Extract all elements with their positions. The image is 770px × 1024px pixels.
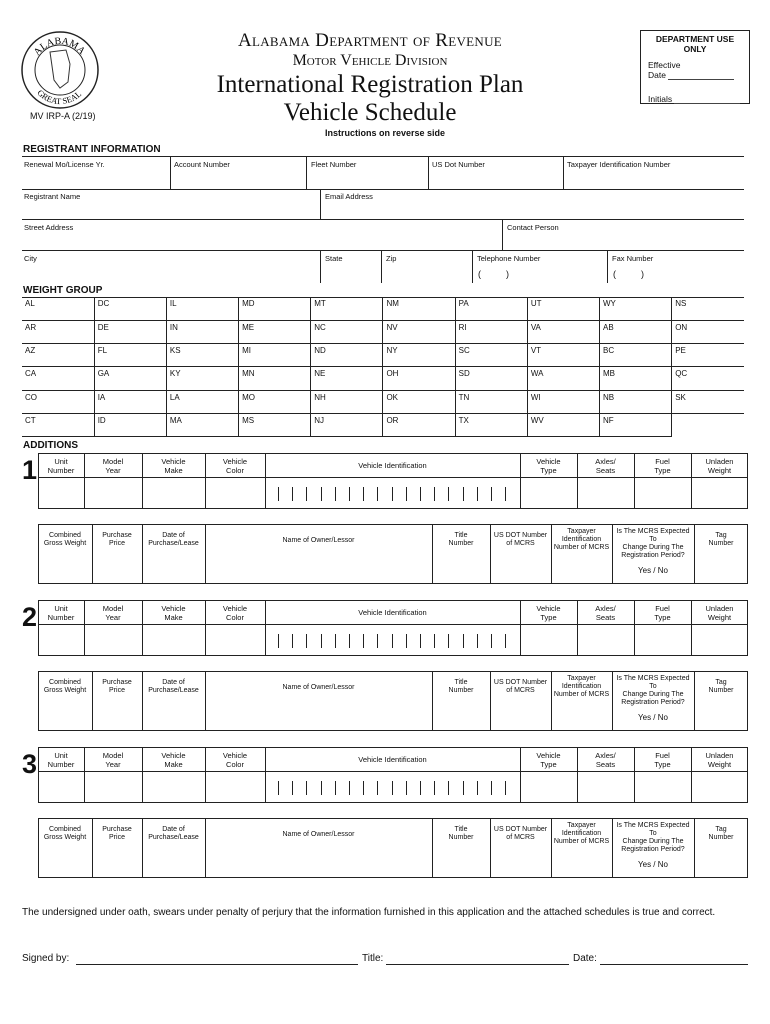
divider xyxy=(205,818,206,878)
weight-group-cell[interactable]: WY xyxy=(600,297,672,320)
vin-digit-divider xyxy=(463,634,464,648)
weight-group-cell[interactable]: MN xyxy=(239,367,311,390)
vin-digit-divider xyxy=(306,487,307,501)
vin-digit-divider xyxy=(363,634,364,648)
date-label-footer: Date: xyxy=(573,953,597,964)
weight-group-cell[interactable]: AL xyxy=(22,297,94,320)
vin-digit-divider xyxy=(477,781,478,795)
divider xyxy=(428,156,429,189)
vin-digit-divider xyxy=(406,634,407,648)
weight-group-row xyxy=(22,367,744,390)
divider xyxy=(22,156,744,157)
weight-group-cell[interactable]: KS xyxy=(166,344,238,367)
weight-group-cell[interactable]: FL xyxy=(94,344,166,367)
street-label: Street Address xyxy=(24,223,74,232)
vehicle-header-cell: Vehicle Type xyxy=(536,751,561,769)
initials-label: Initials xyxy=(648,94,673,104)
vehicle-header-cell: Vehicle Identification xyxy=(358,608,427,617)
vin-digit-divider xyxy=(505,487,506,501)
fax-field[interactable]: ( ) xyxy=(613,269,644,279)
weight-group-cell[interactable]: BC xyxy=(600,344,672,367)
vin-digit-divider xyxy=(292,781,293,795)
weight-group-cell[interactable]: MS xyxy=(239,413,311,436)
vin-digit-divider xyxy=(306,634,307,648)
vehicle-header-cell: Fuel Type xyxy=(654,604,671,622)
divider xyxy=(22,250,744,251)
weight-group-cell[interactable]: ON xyxy=(672,320,744,343)
vehicle-header-cell: Vehicle Color xyxy=(222,751,248,769)
weight-group-heading: WEIGHT GROUP xyxy=(23,285,103,296)
department-use-heading: DEPARTMENT USE ONLY xyxy=(655,34,735,54)
yes-no-option[interactable]: Yes / No xyxy=(638,566,668,575)
weight-group-cell[interactable]: LA xyxy=(166,390,238,413)
vin-digit-divider xyxy=(491,781,492,795)
weight-group-cell[interactable]: CA xyxy=(22,367,94,390)
divider xyxy=(38,771,748,772)
vehicle-header-cell: Model Year xyxy=(102,751,124,769)
vin-digit-divider xyxy=(306,781,307,795)
state-label: State xyxy=(325,254,343,263)
weight-group-cell[interactable]: NM xyxy=(383,297,455,320)
vin-digit-divider xyxy=(335,634,336,648)
divider xyxy=(563,156,564,189)
vehicle-header-cell: Fuel Type xyxy=(654,457,671,475)
vin-digit-divider xyxy=(392,634,393,648)
date-label: Date xyxy=(648,70,666,80)
vehicle-header-cell: Tag Number xyxy=(708,532,734,547)
vin-digit-divider xyxy=(448,781,449,795)
vehicle-header-cell: Unladen Weight xyxy=(705,604,734,622)
vin-digit-divider xyxy=(349,634,350,648)
weight-group-cell[interactable]: WA xyxy=(527,367,599,390)
weight-group-cell[interactable]: MI xyxy=(239,344,311,367)
weight-group-cell[interactable]: MA xyxy=(166,413,238,436)
vin-digit-divider xyxy=(477,487,478,501)
vin-digit-divider xyxy=(505,634,506,648)
title-label: Title: xyxy=(362,953,384,964)
vehicle-header-cell: Is The MCRS Expected To Change During The Registration Period? xyxy=(616,675,690,706)
vehicle-number: 3 xyxy=(22,749,38,779)
vin-digit-divider xyxy=(278,781,279,795)
weight-group-cell[interactable]: MO xyxy=(239,390,311,413)
vehicle-header-cell: Vehicle Type xyxy=(536,457,561,475)
account-label: Account Number xyxy=(174,160,230,169)
seal-bottom-text: GREAT SEAL xyxy=(35,87,84,107)
vehicle-header-cell: Name of Owner/Lessor xyxy=(282,684,355,691)
vin-digit-divider xyxy=(392,487,393,501)
initials-field[interactable] xyxy=(674,95,740,104)
department-use-box xyxy=(640,30,750,104)
vin-digit-divider xyxy=(292,634,293,648)
vehicle-header-cell: Vehicle Identification xyxy=(358,755,427,764)
vehicle-number: 1 xyxy=(22,455,38,485)
vehicle-header-cell: Purchase Price xyxy=(102,679,132,694)
vin-digit-divider xyxy=(363,487,364,501)
vehicle-header-cell: Date of Purchase/Lease xyxy=(148,679,199,694)
vin-digit-divider xyxy=(491,634,492,648)
divider xyxy=(607,250,608,283)
telephone-label: Telephone Number xyxy=(477,254,541,263)
signed-by-label: Signed by: xyxy=(22,953,70,964)
weight-group-cell[interactable]: NH xyxy=(311,390,383,413)
weight-group-row xyxy=(22,320,744,343)
weight-group-cell[interactable]: MB xyxy=(600,367,672,390)
vehicle-header-cell: Axles/ Seats xyxy=(595,604,616,622)
seal-top-text: ALABAMA xyxy=(31,35,88,58)
weight-group-cell[interactable]: WV xyxy=(527,413,599,436)
vehicle-header-cell: Unit Number xyxy=(47,457,75,475)
vehicle-header-cell: Vehicle Make xyxy=(161,604,186,622)
vehicle-header-cell: Unladen Weight xyxy=(705,457,734,475)
alabama-seal xyxy=(20,30,100,110)
weight-group-cell[interactable]: UT xyxy=(527,297,599,320)
fleet-label: Fleet Number xyxy=(311,160,357,169)
vin-digit-divider xyxy=(377,781,378,795)
renewal-label: Renewal Mo/License Yr. xyxy=(24,160,105,169)
weight-group-cell[interactable]: NJ xyxy=(311,413,383,436)
vin-digit-divider xyxy=(448,634,449,648)
weight-group-cell[interactable]: TN xyxy=(455,390,527,413)
weight-group-cell[interactable]: NV xyxy=(383,320,455,343)
weight-group-cell[interactable]: ND xyxy=(311,344,383,367)
weight-group-cell[interactable]: IA xyxy=(94,390,166,413)
weight-group-cell[interactable]: MD xyxy=(239,297,311,320)
weight-group-row xyxy=(22,297,744,320)
weight-group-cell[interactable]: NE xyxy=(311,367,383,390)
vehicle-header-cell: Taxpayer Identification Number of MCRS xyxy=(553,675,610,698)
vehicle-header-cell: Vehicle Color xyxy=(222,457,248,475)
divider xyxy=(205,671,206,731)
weight-group-cell[interactable]: RI xyxy=(455,320,527,343)
divider xyxy=(205,524,206,584)
weight-group-cell[interactable]: DE xyxy=(94,320,166,343)
vehicle-header-cell: Vehicle Make xyxy=(161,751,186,769)
department-title: Alabama Department of Revenue xyxy=(237,30,503,51)
vehicle-header-cell: Combined Gross Weight xyxy=(43,532,87,547)
weight-group-cell[interactable]: ME xyxy=(239,320,311,343)
weight-group-cell[interactable]: PA xyxy=(455,297,527,320)
form-number: MV IRP-A (2/19) xyxy=(30,111,96,121)
vehicle-header-cell: Name of Owner/Lessor xyxy=(282,537,355,544)
vin-digit-divider xyxy=(335,781,336,795)
form-title-line2: Vehicle Schedule xyxy=(283,99,457,126)
vin-digit-divider xyxy=(377,634,378,648)
signed-by-field[interactable] xyxy=(76,964,358,965)
yes-no-option[interactable]: Yes / No xyxy=(638,713,668,722)
vehicle-header-cell: Unit Number xyxy=(47,604,75,622)
vehicle-header-cell: Combined Gross Weight xyxy=(43,679,87,694)
weight-group-row xyxy=(22,413,744,436)
vin-digit-divider xyxy=(448,487,449,501)
usdot-label: US Dot Number xyxy=(432,160,485,169)
weight-group-cell[interactable]: IL xyxy=(166,297,238,320)
weight-group-table xyxy=(22,297,744,437)
fax-label: Fax Number xyxy=(612,254,654,263)
additions-heading: ADDITIONS xyxy=(23,440,78,451)
weight-group-cell[interactable]: AB xyxy=(600,320,672,343)
vin-digit-divider xyxy=(463,487,464,501)
vehicle-number: 2 xyxy=(22,602,38,632)
vin-digit-divider xyxy=(420,781,421,795)
weight-group-cell[interactable]: CT xyxy=(22,413,94,436)
vehicle-header-cell: Name of Owner/Lessor xyxy=(282,831,355,838)
divider xyxy=(22,219,744,220)
vin-digit-divider xyxy=(392,781,393,795)
vehicle-header-cell: Model Year xyxy=(102,604,124,622)
instructions-note: Instructions on reverse side xyxy=(324,128,446,138)
weight-group-cell[interactable]: AR xyxy=(22,320,94,343)
vehicle-header-cell: Vehicle Type xyxy=(536,604,561,622)
vin-digit-divider xyxy=(434,487,435,501)
vehicle-header-cell: Combined Gross Weight xyxy=(43,826,87,841)
weight-group-cell[interactable]: VT xyxy=(527,344,599,367)
vehicle-header-cell: Model Year xyxy=(102,457,124,475)
division-title: Motor Vehicle Division xyxy=(292,52,448,69)
vehicle-header-cell: Taxpayer Identification Number of MCRS xyxy=(553,822,610,845)
vin-digit-divider xyxy=(349,781,350,795)
vehicle-header-cell: Fuel Type xyxy=(654,751,671,769)
vin-digit-divider xyxy=(420,487,421,501)
vehicle-header-cell: Unladen Weight xyxy=(705,751,734,769)
vehicle-header-cell: Title Number xyxy=(448,532,474,547)
weight-group-cell[interactable]: DC xyxy=(94,297,166,320)
vehicle-header-cell: Tag Number xyxy=(708,679,734,694)
telephone-field[interactable]: ( ) xyxy=(478,269,509,279)
vin-digit-divider xyxy=(335,487,336,501)
vehicle-header-cell: Purchase Price xyxy=(102,532,132,547)
taxpayer-label: Taxpayer Identification Number xyxy=(567,160,671,169)
contact-label: Contact Person xyxy=(507,223,559,232)
effective-label: Effective xyxy=(648,60,681,70)
weight-group-cell[interactable]: AZ xyxy=(22,344,94,367)
weight-group-row xyxy=(22,390,744,413)
declaration-text: The undersigned under oath, swears under penalty of perjury that the information furnished in this application and the attached schedules is true and correct. xyxy=(22,907,716,918)
vin-digit-divider xyxy=(278,487,279,501)
vehicle-header-cell: Is The MCRS Expected To Change During The Registration Period? xyxy=(616,528,690,559)
vehicle-header-cell: Title Number xyxy=(448,826,474,841)
vehicle-header-cell: Axles/ Seats xyxy=(595,457,616,475)
weight-group-cell[interactable]: KY xyxy=(166,367,238,390)
weight-group-grid xyxy=(22,297,744,437)
vin-digit-divider xyxy=(321,781,322,795)
vehicle-header-cell: Tag Number xyxy=(708,826,734,841)
weight-group-cell[interactable]: NB xyxy=(600,390,672,413)
weight-group-row xyxy=(22,344,744,367)
vin-digit-divider xyxy=(491,487,492,501)
vin-digit-divider xyxy=(420,634,421,648)
vin-digit-divider xyxy=(406,487,407,501)
weight-group-cell[interactable]: VA xyxy=(527,320,599,343)
divider xyxy=(472,250,473,283)
vehicle-header-cell: Is The MCRS Expected To Change During The Registration Period? xyxy=(616,822,690,853)
weight-group-cell[interactable]: GA xyxy=(94,367,166,390)
title-field[interactable] xyxy=(386,964,569,965)
vin-digit-divider xyxy=(377,487,378,501)
weight-group-cell[interactable]: NC xyxy=(311,320,383,343)
weight-group-cell[interactable] xyxy=(672,413,744,436)
divider xyxy=(502,219,503,250)
vin-digit-divider xyxy=(321,487,322,501)
vehicle-header-cell: Axles/ Seats xyxy=(595,751,616,769)
vin-digit-divider xyxy=(363,781,364,795)
vehicle-header-cell: US DOT Number of MCRS xyxy=(493,679,548,694)
vin-digit-divider xyxy=(278,634,279,648)
yes-no-option[interactable]: Yes / No xyxy=(638,860,668,869)
weight-group-cell[interactable]: CO xyxy=(22,390,94,413)
city-label: City xyxy=(24,254,37,263)
vehicle-header-cell: Purchase Price xyxy=(102,826,132,841)
divider xyxy=(381,250,382,283)
weight-group-cell[interactable]: OK xyxy=(383,390,455,413)
weight-group-cell[interactable]: IN xyxy=(166,320,238,343)
divider xyxy=(38,477,748,478)
registrant-name-label: Registrant Name xyxy=(24,192,81,201)
date-field-footer[interactable] xyxy=(600,964,748,965)
vehicle-header-cell: Title Number xyxy=(448,679,474,694)
email-label: Email Address xyxy=(325,192,373,201)
weight-group-cell[interactable]: OH xyxy=(383,367,455,390)
divider xyxy=(22,189,744,190)
weight-group-cell[interactable]: NS xyxy=(672,297,744,320)
vin-digit-divider xyxy=(434,781,435,795)
weight-group-cell[interactable]: TX xyxy=(455,413,527,436)
divider xyxy=(320,250,321,283)
weight-group-cell[interactable]: ID xyxy=(94,413,166,436)
vehicle-header-cell: Unit Number xyxy=(47,751,75,769)
vin-digit-divider xyxy=(434,634,435,648)
divider xyxy=(320,189,321,219)
divider xyxy=(170,156,171,189)
zip-label: Zip xyxy=(386,254,397,263)
weight-group-cell[interactable]: SC xyxy=(455,344,527,367)
weight-group-cell[interactable]: QC xyxy=(672,367,744,390)
vin-digit-divider xyxy=(321,634,322,648)
form-title-line1: International Registration Plan xyxy=(216,71,524,98)
vin-digit-divider xyxy=(505,781,506,795)
vehicle-header-cell: US DOT Number of MCRS xyxy=(493,532,548,547)
vin-digit-divider xyxy=(477,634,478,648)
vin-digit-divider xyxy=(406,781,407,795)
weight-group-cell[interactable]: MT xyxy=(311,297,383,320)
vehicle-header-cell: US DOT Number of MCRS xyxy=(493,826,548,841)
registrant-heading: REGISTRANT INFORMATION xyxy=(23,144,161,155)
divider xyxy=(38,624,748,625)
vehicle-header-cell: Date of Purchase/Lease xyxy=(148,532,199,547)
vehicle-header-cell: Vehicle Make xyxy=(161,457,186,475)
vin-digit-divider xyxy=(292,487,293,501)
weight-group-cell[interactable]: SK xyxy=(672,390,744,413)
vehicle-header-cell: Date of Purchase/Lease xyxy=(148,826,199,841)
vehicle-header-cell: Vehicle Color xyxy=(222,604,248,622)
vehicle-header-cell: Taxpayer Identification Number of MCRS xyxy=(553,528,610,551)
weight-group-cell[interactable]: OR xyxy=(383,413,455,436)
date-field[interactable] xyxy=(668,71,734,80)
vin-digit-divider xyxy=(349,487,350,501)
vin-digit-divider xyxy=(463,781,464,795)
weight-group-cell[interactable]: PE xyxy=(672,344,744,367)
weight-group-cell[interactable]: NF xyxy=(600,413,672,436)
weight-group-cell[interactable]: SD xyxy=(455,367,527,390)
weight-group-cell[interactable]: NY xyxy=(383,344,455,367)
weight-group-cell[interactable]: WI xyxy=(527,390,599,413)
vehicle-header-cell: Vehicle Identification xyxy=(358,461,427,470)
divider xyxy=(306,156,307,189)
